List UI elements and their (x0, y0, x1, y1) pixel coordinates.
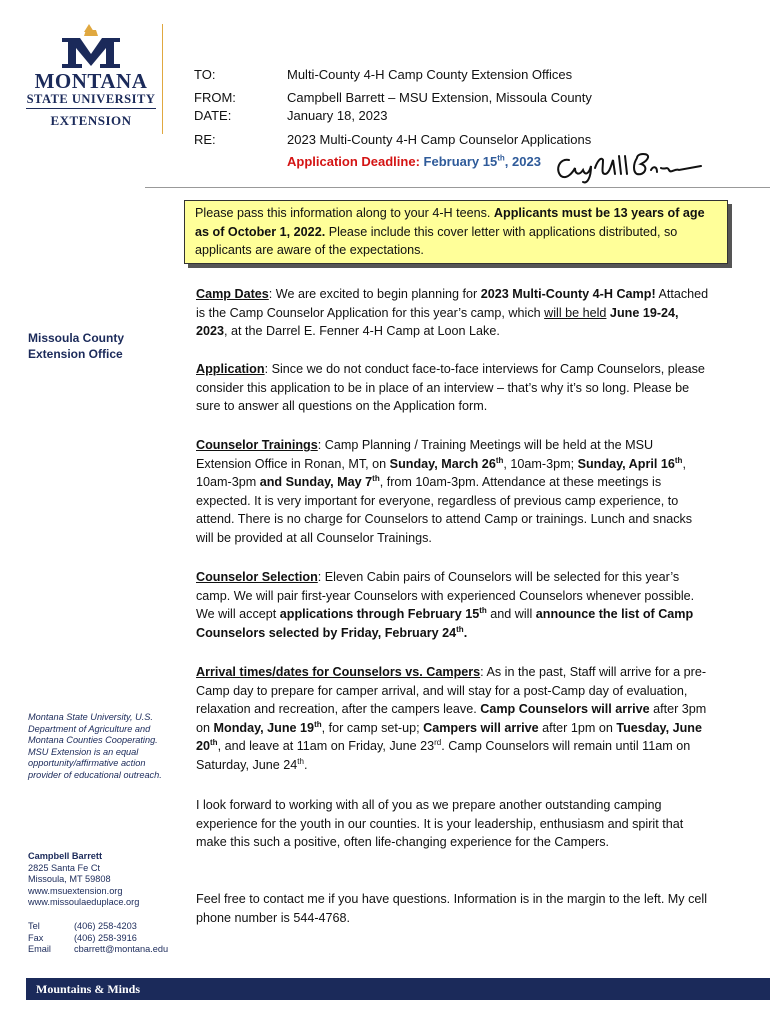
contact-fax: (406) 258-3916 (74, 932, 137, 943)
closing-paragraph-1: I look forward to working with all of you as we prepare another outstanding camping experience for the youth in our counties. It is your leadership, enthusiasm and spirit that make this such a positive, often life-changing experience for the Campers. (196, 798, 684, 849)
trainings-heading: Counselor Trainings (196, 438, 318, 452)
contact-address-2: Missoula, MT 59808 (28, 874, 111, 885)
footer-slogan: Mountains & Minds (36, 982, 141, 996)
to-label: TO: (194, 67, 216, 82)
header-rule (145, 187, 770, 188)
to-value: Multi-County 4-H Camp County Extension Offices (287, 67, 573, 82)
logo-divider (162, 24, 163, 134)
logo-montana: MONTANA (34, 69, 148, 93)
montana-m-icon (56, 24, 126, 68)
logo-state-university: STATE UNIVERSITY (26, 92, 156, 109)
sidebar-disclaimer: Montana State University, U.S. Department of Agriculture and Montana Counties Cooperating. MSU Extension is an equal opportunity/affirmative action provider of educational outreach. (28, 712, 162, 780)
camp-dates-heading: Camp Dates (196, 287, 269, 301)
closing-paragraph-2: Feel free to contact me if you have questions. Information is in the margin to the left. My cell phone number is 544-4768. (196, 892, 707, 925)
re-value: 2023 Multi-County 4-H Camp Counselor Applications (287, 132, 592, 147)
application-deadline (287, 153, 541, 171)
from-label: FROM: (194, 90, 236, 105)
trainings-paragraph: Counselor Trainings: Camp Planning / Training Meetings will be held at the MSU Extension Office in Ronan, MT, on Sunday, March 26th, 10am-3pm; Sunday, April 16th, 10am-3pm and Sunday, May 7th, from 10am-3pm. Attendance at these meetings is expected. It is very important for everyone, regardless of previous camp experience, to attend. There is no charge for Counselors to attend Camp or trainings. Lunch and snacks will be provided at all Counselor Trainings. (196, 438, 693, 545)
deadline-date: February 15th, 2023 (423, 153, 541, 169)
application-paragraph: Application: Since we do not conduct face-to-face interviews for Camp Counselors, please consider this application to be in place of an interview – that’s why it’s so long. Please be sure to answer all questions on the Application form. (196, 362, 705, 413)
deadline-label: Application Deadline: (287, 154, 420, 169)
contact-web-1[interactable]: www.msuextension.org (28, 885, 123, 896)
from-value: Campbell Barrett – MSU Extension, Missoula County (287, 90, 592, 105)
arrival-paragraph: Arrival times/dates for Counselors vs. Campers: As in the past, Staff will arrive for a pre-Camp day to prepare for camper arrival, and will stay for a post-Camp day of evaluation, relaxation and recreation, after the campers leave. Camp Counselors will arrive after 3pm on Monday, June 19th, for camp set-up; Campers will arrive after 1pm on Tuesday, June 20th, and leave at 11am on Friday, June 23rd. Camp Counselors will remain until 11am on Saturday, June 24th. (196, 665, 707, 772)
arrival-heading: Arrival times/dates for Counselors vs. Campers (196, 665, 481, 679)
msu-extension-logo (26, 24, 156, 129)
selection-heading: Counselor Selection (196, 570, 318, 584)
date-value: January 18, 2023 (287, 108, 388, 123)
re-label: RE: (194, 132, 216, 147)
signature-icon (553, 150, 703, 186)
contact-name: Campbell Barrett (28, 851, 103, 861)
sidebar-office: Missoula County Extension Office (28, 331, 125, 361)
application-heading: Application (196, 362, 265, 376)
camp-dates-paragraph: Camp Dates: We are excited to begin planning for 2023 Multi-County 4-H Camp! Attached is the Camp Counselor Application for this year’s camp, which will be held June 19-24, 2023, at the Darrel E. Fenner 4-H Camp at Loon Lake. (196, 287, 709, 338)
logo-extension: EXTENSION (50, 113, 132, 128)
contact-address-1: 2825 Santa Fe Ct (28, 862, 101, 873)
date-label: DATE: (194, 108, 232, 123)
contact-tel: (406) 258-4203 (74, 921, 137, 931)
selection-paragraph: Counselor Selection: Eleven Cabin pairs of Counselors will be selected for this year’s camp. We will pair first-year Counselors with experienced Counselors whenever possible. We will accept applications through February 15th and will announce the list of Camp Counselors selected by Friday, February 24th. (196, 570, 695, 640)
contact-web-2[interactable]: www.missoulaeduplace.org (28, 897, 140, 908)
sidebar-contact (28, 851, 139, 909)
sidebar-phone-table: Tel (406) 258-4203 Fax (406) 258-3916 Email cbarrett@montana.edu (28, 921, 169, 955)
notice-box: Please pass this information along to your 4-H teens. Applicants must be 13 years of age as of October 1, 2022. Please include this cover letter with applications distributed, so applicants are aware of the expectations. (184, 200, 728, 264)
contact-email[interactable]: cbarrett@montana.edu (74, 944, 169, 955)
